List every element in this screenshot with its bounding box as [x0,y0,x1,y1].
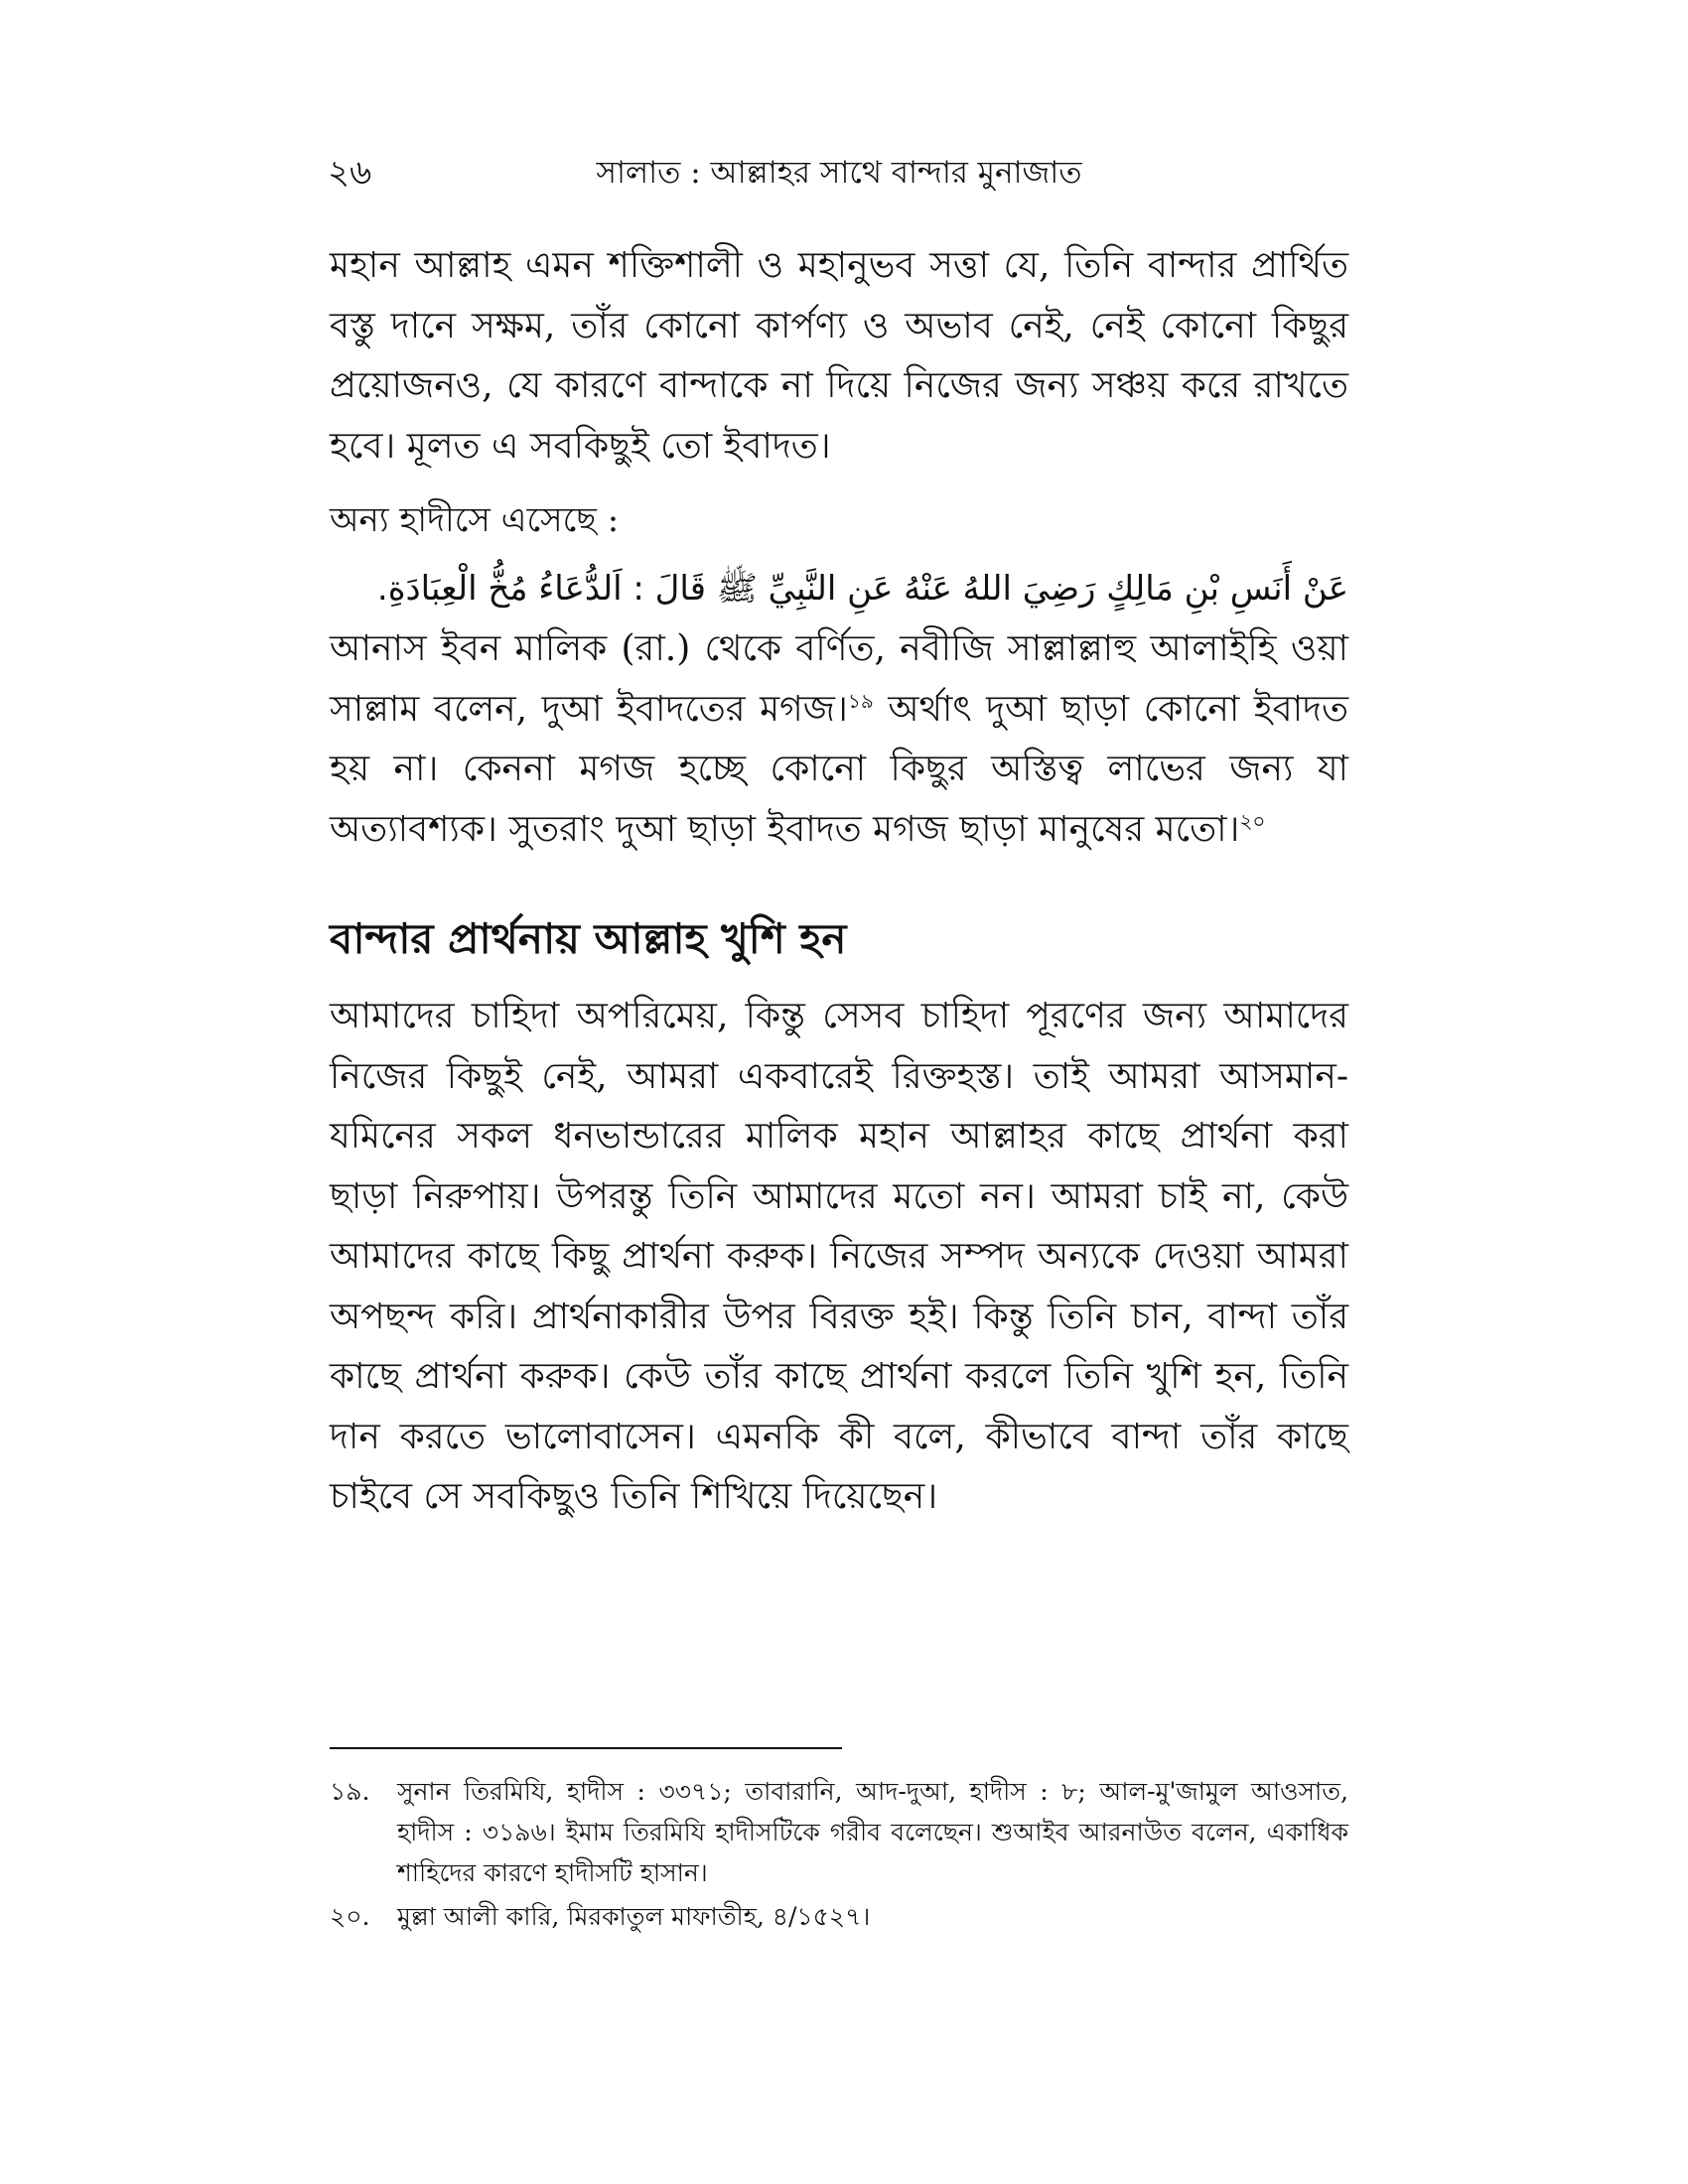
footnote-divider [330,1747,842,1749]
translation-text-part-2: অর্থাৎ দুআ ছাড়া কোনো ইবাদত হয় না। কেননা মগজ হচ্ছে কোনো কিছুর অস্তিত্ব লাভের জন্য যা অত্যাবশ্যক। সুতরাং দুআ ছাড়া ইবাদত মগজ ছাড়া মানুষের মতো। [330,688,1348,850]
hadith-intro: অন্য হাদীসে এসেছে : [330,500,620,540]
footnote-reference-20[interactable]: ২০ [1239,808,1266,833]
footnote-19 [330,1771,1348,1893]
footnote-20 [330,1896,1348,1937]
footnote-text: সুনান তিরমিযি, হাদীস : ৩৩৭১; তাবারানি, আদ-দুআ, হাদীস : ৮; আল-মু'জামুল আওসাত, হাদীস : ৩১৯৬। ইমাম তিরমিযি হাদীসটিকে গরীব বলেছেন। শুআইব আরনাউত বলেন, একাধিক শাহিদের কারণে হাদীসটি হাসান। [397,1777,1348,1887]
page-number: ২৬ [328,153,372,193]
translation-text-part-1: আনাস ইবন মালিক (রা.) থেকে বর্ণিত, নবীজি সাল্লাল্লাহু আলাইহি ওয়া সাল্লাম বলেন, দুআ ইবাদতের মগজ। [330,628,1348,730]
footnote-text: মুল্লা আলী কারি, মিরকাতুল মাফাতীহ, ৪/১৫২৭। [397,1902,871,1931]
main-content [330,236,1348,1528]
arabic-hadith: عَنْ أَنَسِ بْنِ مَالِكٍ رَضِيَ اللهُ عَنْهُ عَنِ النَّبِيِّ ﷺ قَالَ : اَلدُّعَاءُ مُخُّ الْعِبَادَةِ. [376,569,1348,609]
footnote-marker: ১৯. [330,1777,370,1806]
book-title: সালাত : আল্লাহর সাথে বান্দার মুনাজাত [596,155,1082,191]
section-heading: বান্দার প্রার্থনায় আল্লাহ খুশি হন [330,914,847,963]
paragraph-section: আমাদের চাহিদা অপরিমেয়, কিন্তু সেসব চাহিদা পূরণের জন্য আমাদের নিজের কিছুই নেই, আমরা একবারেই রিক্তহস্ত। তাই আমরা আসমান-যমিনের সকল ধনভান্ডারের মালিক মহান আল্লাহর কাছে প্রার্থনা করা ছাড়া নিরুপায়। উপরন্তু তিনি আমাদের মতো নন। আমরা চাই না, কেউ আমাদের কাছে কিছু প্রার্থনা করুক। নিজের সম্পদ অন্যকে দেওয়া আমরা অপছন্দ করি। প্রার্থনাকারীর উপর বিরক্ত হই। কিন্তু তিনি চান, বান্দা তাঁর কাছে প্রার্থনা করুক। কেউ তাঁর কাছে প্রার্থনা করলে তিনি খুশি হন, তিনি দান করতে ভালোবাসেন। এমনকি কী বলে, কীভাবে বান্দা তাঁর কাছে চাইবে সে সবকিছুও তিনি শিখিয়ে দিয়েছেন। [330,996,1348,1517]
hadith-translation [330,619,1348,860]
footnotes-section [330,1771,1348,1940]
footnote-reference-19[interactable]: ১৯ [847,688,874,713]
footnote-marker: ২০. [330,1902,370,1931]
paragraph-intro: মহান আল্লাহ এমন শক্তিশালী ও মহানুভব সত্তা যে, তিনি বান্দার প্রার্থিত বস্তু দানে সক্ষম, তাঁর কোনো কার্পণ্য ও অভাব নেই, নেই কোনো কিছুর প্রয়োজনও, যে কারণে বান্দাকে না দিয়ে নিজের জন্য সঞ্চয় করে রাখতে হবে। মূলত এ সবকিছুই তো ইবাদত। [330,245,1348,467]
running-header [328,147,1350,199]
